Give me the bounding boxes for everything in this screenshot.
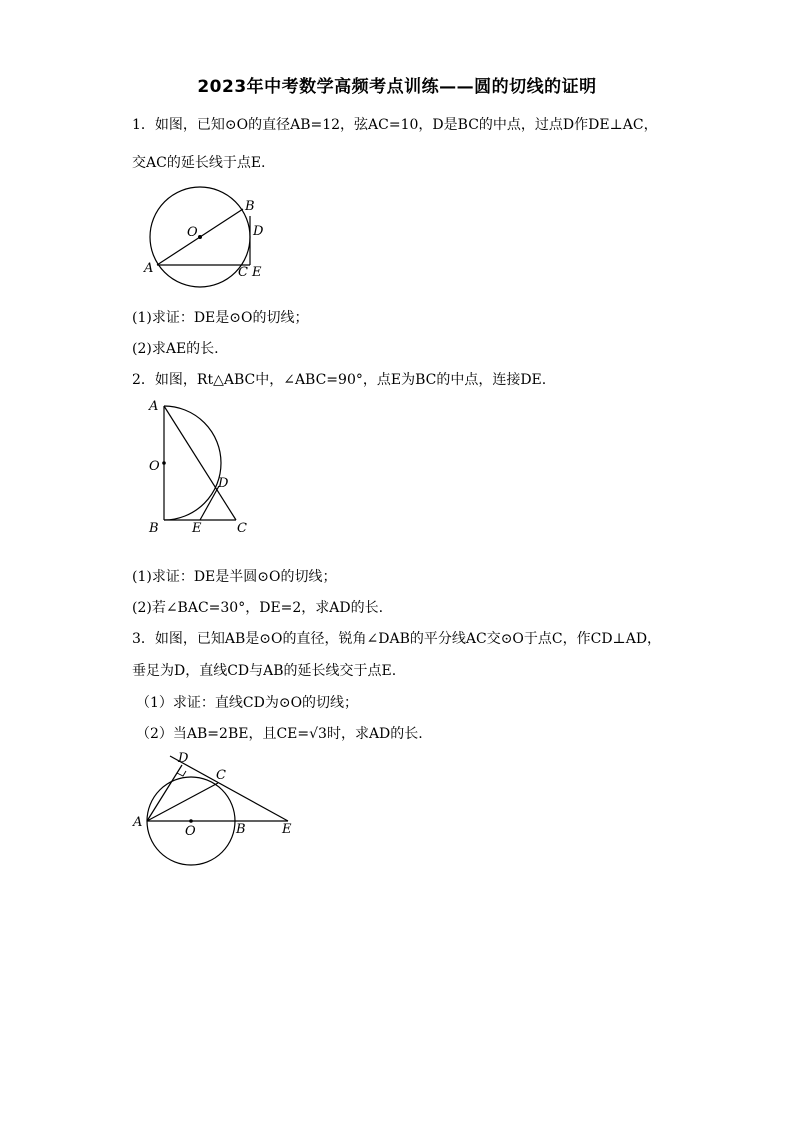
- q1-part2: (2)求AE的长.: [132, 341, 219, 357]
- q1-label-E: E: [252, 265, 262, 280]
- q3-label-A: A: [133, 815, 143, 830]
- q2-part1: (1)求证：DE是半圆⊙O的切线；: [132, 569, 337, 585]
- q2-label-D: D: [218, 476, 229, 491]
- q3-part2: （2）当AB=2BE，且CE=√3时，求AD的长.: [136, 726, 423, 742]
- q1-label-O: O: [187, 225, 198, 240]
- q2-label-C: C: [237, 521, 247, 536]
- page-title: 2023年中考数学高频考点训练——圆的切线的证明: [197, 77, 597, 97]
- q2-label-B: B: [149, 521, 159, 536]
- q2-figure: [145, 396, 260, 541]
- q2-label-O: O: [149, 459, 160, 474]
- q3-label-O: O: [185, 824, 196, 839]
- q3-line2: 垂足为D，直线CD与AB的延长线交于点E.: [132, 663, 397, 679]
- q3-label-D: D: [178, 751, 189, 766]
- q2-label-A: A: [149, 399, 159, 414]
- q3-label-C: C: [216, 768, 226, 783]
- q1-label-B: B: [245, 199, 255, 214]
- q2-part2: (2)若∠BAC=30°，DE=2，求AD的长.: [132, 600, 384, 616]
- q1-line2: 交AC的延长线于点E.: [132, 155, 266, 171]
- q2-line1: 2．如图，Rt△ABC中，∠ABC=90°，点E为BC的中点，连接DE.: [132, 372, 547, 388]
- q1-label-C: C: [238, 265, 248, 280]
- q1-label-D: D: [253, 224, 264, 239]
- q2-label-E: E: [192, 521, 202, 536]
- q3-part1: （1）求证：直线CD为⊙O的切线；: [136, 695, 359, 711]
- q3-label-E: E: [282, 822, 292, 837]
- q1-line1: 1．如图，已知⊙O的直径AB=12，弦AC=10，D是BC的中点，过点D作DE⊥AC，: [132, 117, 658, 133]
- q1-figure: [140, 190, 280, 290]
- q3-figure: [130, 752, 310, 872]
- q1-label-A: A: [144, 261, 154, 276]
- q1-part1: (1)求证：DE是⊙O的切线；: [132, 310, 309, 326]
- q3-line1: 3．如图，已知AB是⊙O的直径，锐角∠DAB的平分线AC交⊙O于点C，作CD⊥AD，: [132, 631, 662, 647]
- q3-label-B: B: [236, 822, 246, 837]
